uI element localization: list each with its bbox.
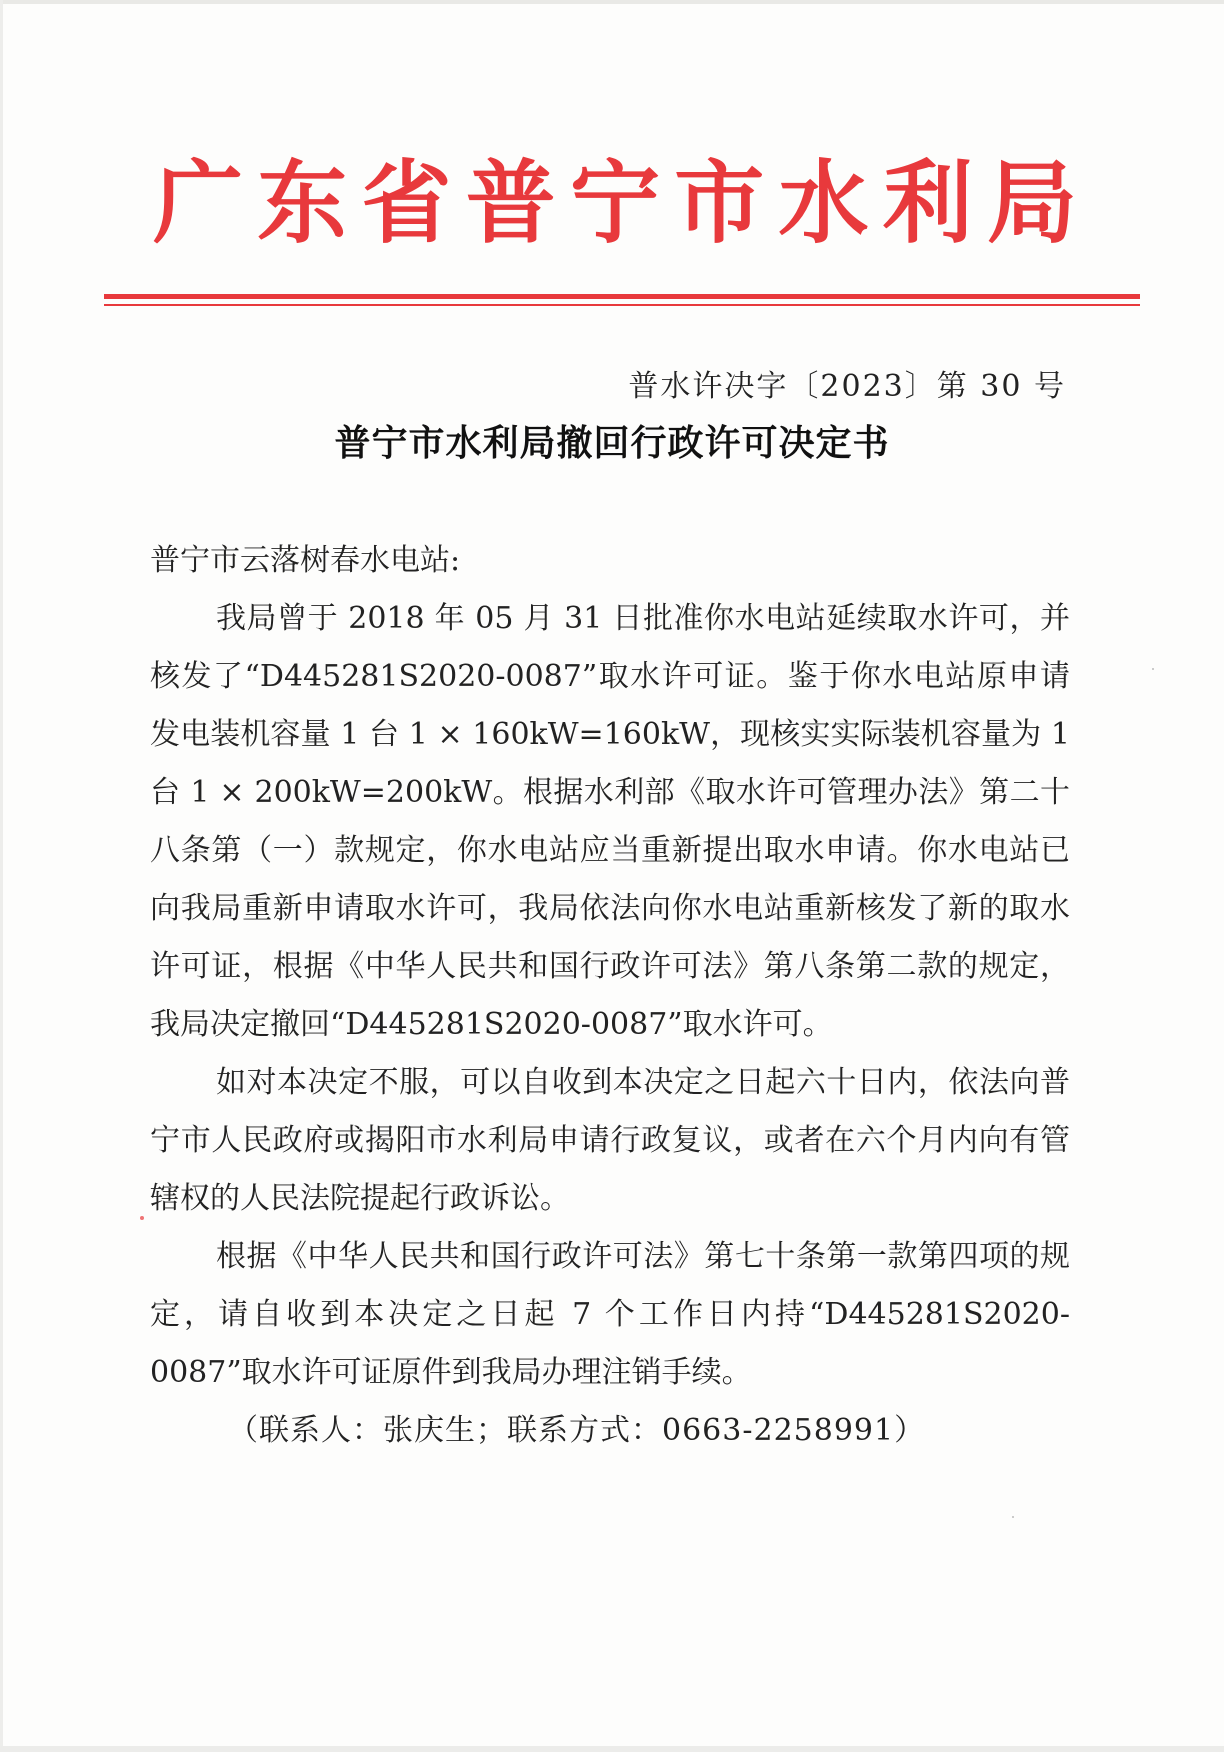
page-edge-bottom <box>0 1746 1224 1752</box>
masthead-rule-thick <box>104 294 1140 299</box>
scan-speck <box>1012 1516 1014 1518</box>
masthead-char: 广 <box>153 150 243 256</box>
body-paragraph-decision: 我局曾于 2018 年 05 月 31 日批准你水电站延续取水许可，并核发了“D445281S2020-0087”取水许可证。鉴于你水电站原申请发电装机容量 1 台 1 × 160kW=160kW，现核实实际装机容量为 1 台 1 × 200kW=200kW。根据水利部《取水许可管理办法》第二十八条第（一）款规定，你水电站应当重新提出取水申请。你水电站已向我局重新申请取水许可，我局依法向你水电站重新核发了新的取水许可证，根据《中华人民共和国行政许可法》第八条第二款的规定，我局决定撤回“D445281S2020-0087”取水许可。 <box>150 601 1070 1042</box>
masthead-rule-thin <box>104 304 1140 306</box>
document-title: 普宁市水利局撤回行政许可决定书 <box>334 423 890 464</box>
salutation: 普宁市云落树春水电站: <box>150 543 461 578</box>
contact-line: （联系人：张庆生；联系方式：0663-2258991） <box>228 1413 926 1448</box>
masthead-char: 利 <box>882 150 973 256</box>
agency-masthead <box>150 148 1080 258</box>
masthead-char: 普 <box>465 150 556 256</box>
document-body <box>150 532 1070 1460</box>
page-edge-top <box>0 0 1224 4</box>
body-paragraph-appeal: 如对本决定不服，可以自收到本决定之日起六十日内，依法向普宁市人民政府或揭阳市水利局申请行政复议，或者在六个月内向有管辖权的人民法院提起行政诉讼。 <box>150 1065 1070 1216</box>
masthead-char: 东 <box>257 150 348 256</box>
stray-red-mark <box>140 1216 144 1220</box>
masthead-char: 水 <box>778 150 869 256</box>
page-edge-left <box>0 0 3 1752</box>
masthead-char: 省 <box>361 150 452 256</box>
masthead-char: 宁 <box>570 150 660 256</box>
masthead-char: 局 <box>987 150 1077 256</box>
scan-speck <box>1152 668 1154 670</box>
masthead-char: 市 <box>674 150 765 256</box>
document-number: 普水许决字〔2023〕第 30 号 <box>628 369 1066 404</box>
body-paragraph-cancellation: 根据《中华人民共和国行政许可法》第七十条第一款第四项的规定，请自收到本决定之日起 7 个工作日内持“D445281S2020-0087”取水许可证原件到我局办理注销手续。 <box>150 1239 1070 1390</box>
